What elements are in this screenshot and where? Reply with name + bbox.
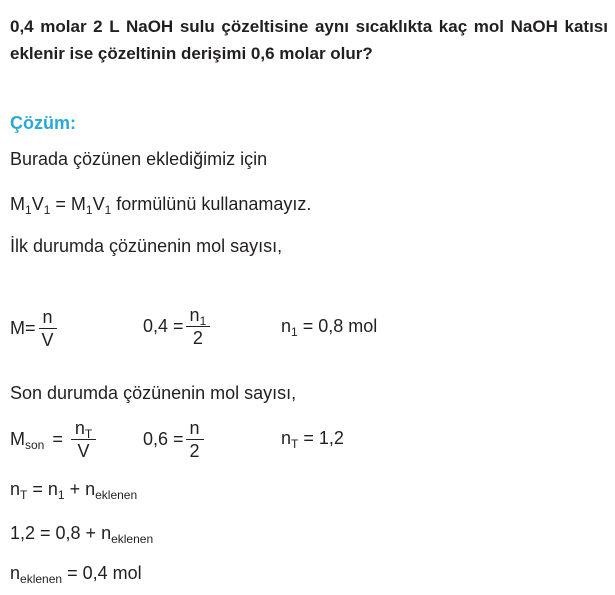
mol-sum-equation: $n_T = n_1 + n_{eklenen}$: [10, 479, 138, 502]
fraction-n-over-2: $\frac{n}{2}$: [186, 418, 204, 461]
final-molarity-equation: 0,6 = $\frac{n}{2}$: [143, 418, 206, 461]
final-mol-result: $n_T = 1,2$: [281, 428, 344, 451]
added-mol-result: $n_{eklenen} = 0,4$ mol: [10, 563, 142, 586]
fraction-n-over-v: $\frac{n}{V}$: [38, 307, 58, 350]
first-mol-result: $n_1 = 0,8$ mol: [281, 316, 378, 339]
solution-intro: Burada çözünen eklediğimiz için: [10, 149, 268, 169]
final-molarity-formula: $M_{son}$ = $\frac{n_T}{V}$: [10, 418, 98, 461]
mol-substitution-equation: $1,2 = 0,8 + n_{eklenen}$: [10, 523, 154, 546]
formula-note: $M_1V_1 = M_1V_1$ formülünü kullanamayız.: [10, 194, 312, 217]
fraction-nt-over-v: $\frac{n_T}{V}$: [71, 418, 96, 461]
last-state-text: Son durumda çözünenin mol sayısı,: [10, 383, 297, 403]
molarity-formula: M= $\frac{n}{V}$: [10, 307, 60, 350]
question-text: 0,4 molar 2 L NaOH sulu çözeltisine aynı sıcaklıkta kaç mol NaOH katısı eklenir ise çözeltinin derişimi 0,6 molar olur?: [10, 17, 608, 63]
first-state-text: İlk durumda çözünenin mol sayısı,: [10, 236, 283, 256]
solution-heading: Çözüm:: [10, 113, 76, 133]
fraction-n1-over-2: $\frac{n_1}{2}$: [186, 305, 211, 348]
first-molarity-equation: 0,4 = $\frac{n_1}{2}$: [143, 305, 212, 348]
